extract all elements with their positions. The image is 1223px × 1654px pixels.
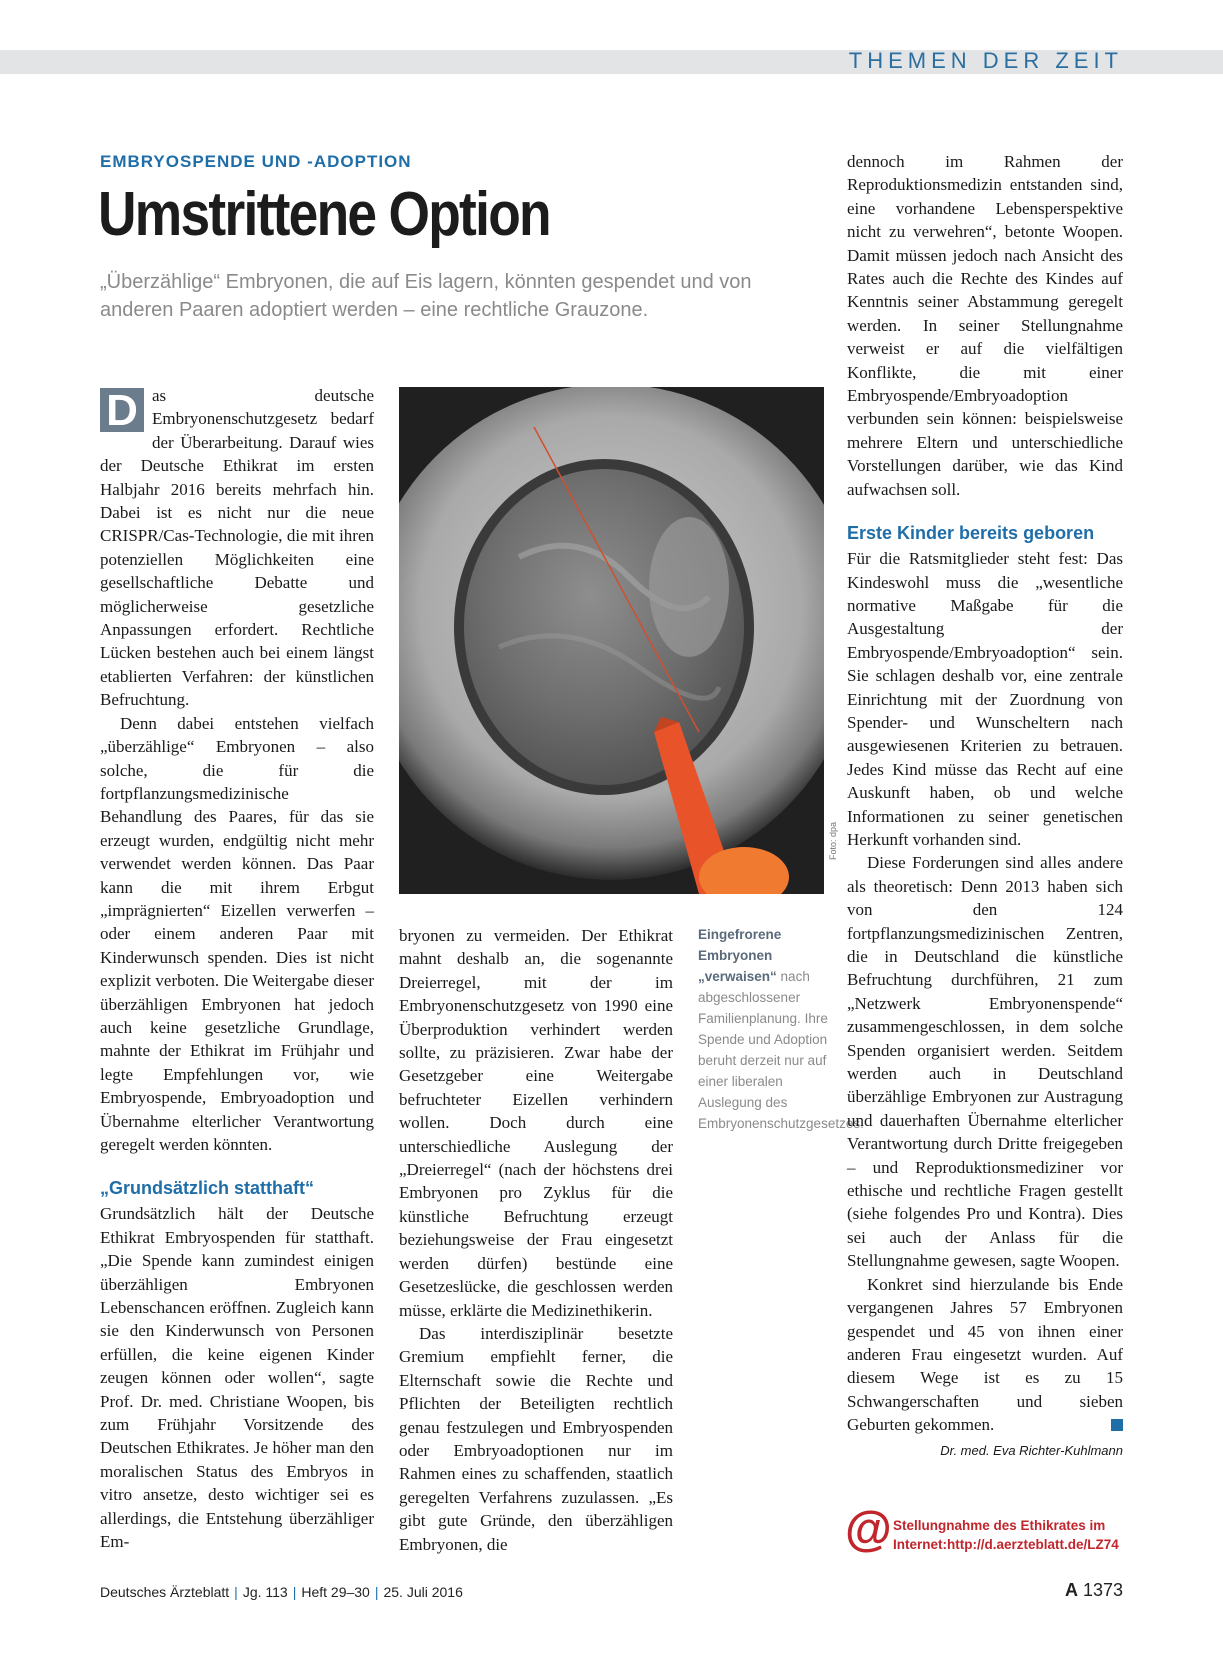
paragraph: Das interdisziplinär besetzte Gremium empfiehlt ferner, die Elternschaft sowie die Rechte und Pflichten der Beteiligten rechtlich genau festzulegen und Embryospenden oder Embryoadoptionen nur im Rahmen eines zu schaffenden, staatlich geregelten Verfahrens zuzulassen. „Es gibt gute Gründe, den überzähligen Embryonen, die xyxy=(399,1323,673,1554)
paragraph: Für die Ratsmitglieder steht fest: Das Kindeswohl muss die „wesentliche normative Maßgabe für die Ausgestaltung der Embryospende/Embryoadoption“ sein. Sie schlagen deshalb vor, eine zentrale Einrichtung mit der Zuordnung von Spender- und Wunscheltern nach ausgewiesenen Kriterien zu betrauen. Jedes Kind müsse das Recht auf eine Auskunft haben, ob und welche Informationen zu seiner genetischen Herkunft vorhanden sind. xyxy=(847,549,1123,849)
dropcap: D xyxy=(100,388,144,432)
end-mark-icon xyxy=(1111,1419,1123,1431)
photo-credit: Foto: dpa xyxy=(828,821,838,860)
paragraph: Denn dabei entstehen vielfach „überzählige“ Embryonen – also solche, die für die fortpflanzungsmedizinische Behandlung des Paares, für das sie erzeugt wurden, endgültig nicht mehr verwendet werden können. Das Paar kann die mit ihrem Erbgut „imprägnierten“ Eizellen verwerfen – oder einem anderen Paar mit Kinderwunsch spenden. Dies ist nicht explizit verboten. Die Weitergabe dieser überzähligen Embryonen hat jedoch auch keine gesetzliche Grundlage, mahnte der Ethikrat im Frühjahr und legte Empfehlungen vor, wie Embryospende, Embryoadoption und Übernahme elterlicher Verantwortung geregelt werden könnten. xyxy=(100,713,374,1154)
caption-lead: Eingefrorene Embryonen „verwaisen“ xyxy=(698,927,782,984)
embryo-photo xyxy=(399,387,824,894)
article-column-2 xyxy=(399,924,673,1556)
journal-name: Deutsches Ärzteblatt xyxy=(100,1584,230,1600)
photo-caption xyxy=(698,924,864,1134)
footer-citation: Deutsches Ärzteblatt | Jg. 113 | Heft 29–30 | 25. Juli 2016 xyxy=(100,1584,463,1600)
paragraph: Grundsätzlich hält der Deutsche Ethikrat Embryospenden für statthaft. „Die Spende kann zumindest einigen überzähligen Embryonen Lebenschancen eröffnen. Zugleich kann sie den Kinderwunsch von Personen erfüllen, die keine eigenen Kinder zeugen können oder wollen“, sagte Prof. Dr. med. Christiane Woopen, bis zum Frühjahr Vorsitzende des Deutschen Ethikrates. Je höher man den moralischen Status des Embryos in vitro ansetze, desto wichtiger sei es allerdings, die Entstehung überzähliger Em- xyxy=(100,1204,374,1552)
page-number: A 1373 xyxy=(1064,1580,1123,1600)
paragraph: bryonen zu vermeiden. Der Ethikrat mahnt deshalb an, die sogenannte Dreierregel, mit der im Embryonenschutzgesetz von 1990 eine Überproduktion verhindert werden sollte, zu präzisieren. Zwar habe der Gesetzgeber eine Weitergabe befruchteter Eizellen verhindern wollen. Doch durch eine unterschiedliche Auslegung der „Dreierregel“ (nach der höchstens drei Embryonen pro Zyklus für die künstliche Befruchtung erzeugt beziehungsweise der Frau eingesetzt werden dürfen) bestünde eine Gesetzeslücke, die geschlossen werden müsse, erklärte die Medizinethikerin. xyxy=(399,926,673,1320)
article-kicker: EMBRYOSPENDE UND -ADOPTION xyxy=(100,152,412,171)
paragraph: dennoch im Rahmen der Reproduktionsmedizin entstanden sind, eine vorhandene Lebensperspektive nicht zu verwehren“, betonte Woopen. Damit müssen jedoch nach Ansicht des Rates auch die Rechte des Kindes auf Kenntnis seiner Abstammung geregelt werden. In seiner Stellungnahme verweist er auf die vielfältigen Konflikte, die mit einer Embryospende/Embryoadoption verbunden sein können: beispielsweise mehrere Eltern und unterschiedliche Vorstellungen darüber, wie das Kind aufwachsen soll. xyxy=(847,152,1123,499)
link-text[interactable]: Stellungnahme des Ethikrates im Internet:http://d.aerzteblatt.de/LZ74 xyxy=(893,1518,1119,1552)
caption-text: nach abgeschlossener Familienplanung. Ihre Spende und Adoption beruht derzeit nur auf einer liberalen Auslegung des Embryonenschutzgesetzes. xyxy=(698,969,864,1131)
issue: Heft 29–30 xyxy=(301,1584,370,1600)
paragraph: Diese Forderungen sind alles andere als theoretisch: Denn 2013 haben sich von den 124 fortpflanzungsmedizinischen Zentren, die in Deutschland die künstliche Befruchtung durchführen, 21 zum „Netzwerk Embryonenspende“ zusammengeschlossen, in dem solche Spenden organisiert werden. Seitdem werden auch in Deutschland überzählige Embryonen zur Austragung und dauerhaften Übernahme elterlicher Verantwortung durch Dritte freigegeben – und Reproduktionsmediziner vor ethische und rechtliche Fragen gestellt (siehe folgendes Pro und Kontra). Dies sei auch der Anlass für die Stellungnahme gewesen, sagte Woopen. xyxy=(847,853,1123,1271)
subheading: „Grundsätzlich statthaft“ xyxy=(100,1178,315,1199)
article-column-1 xyxy=(100,384,374,1554)
at-sign-icon: @ xyxy=(845,1503,892,1556)
paragraph: D as deutsche Embryonenschutzgesetz bedarf der Überarbeitung. Darauf wies der Deutsche Ethikrat im ersten Halbjahr 2016 bereits mehrfach hin. Dabei ist es nicht nur die neue CRISPR/Cas-Technologie, die mit ihren potenziellen Möglichkeiten eine gesellschaftliche Debatte und möglicherweise gesetzliche Anpassungen erfordert. Rechtliche Lücken bestehen auch bei einem längst etablierten Verfahren: der künstlichen Befruchtung. xyxy=(100,386,374,710)
paragraph: Konkret sind hierzulande bis Ende vergangenen Jahres 57 Embryonen gespendet und 45 von ihnen einer anderen Frau eingesetzt wurden. Auf diesem Wege ist es zu 15 Schwangerschaften und sieben Geburten gekommen. xyxy=(847,1274,1123,1435)
article-subtitle: „Überzählige“ Embryonen, die auf Eis lagern, könnten gespendet und von anderen Paaren adoptiert werden – eine rechtliche Grauzone. xyxy=(100,271,752,321)
article-title: Umstrittene Option xyxy=(98,180,550,249)
section-label: THEMEN DER ZEIT xyxy=(848,48,1123,73)
date: 25. Juli 2016 xyxy=(383,1584,463,1600)
subheading: Erste Kinder bereits geboren xyxy=(847,523,1095,544)
author: Dr. med. Eva Richter-Kuhlmann xyxy=(940,1442,1123,1458)
internet-link-box[interactable] xyxy=(845,1503,1135,1558)
embryo-illustration xyxy=(399,387,824,894)
article-column-3 xyxy=(847,150,1123,1462)
volume: Jg. 113 xyxy=(242,1584,288,1600)
